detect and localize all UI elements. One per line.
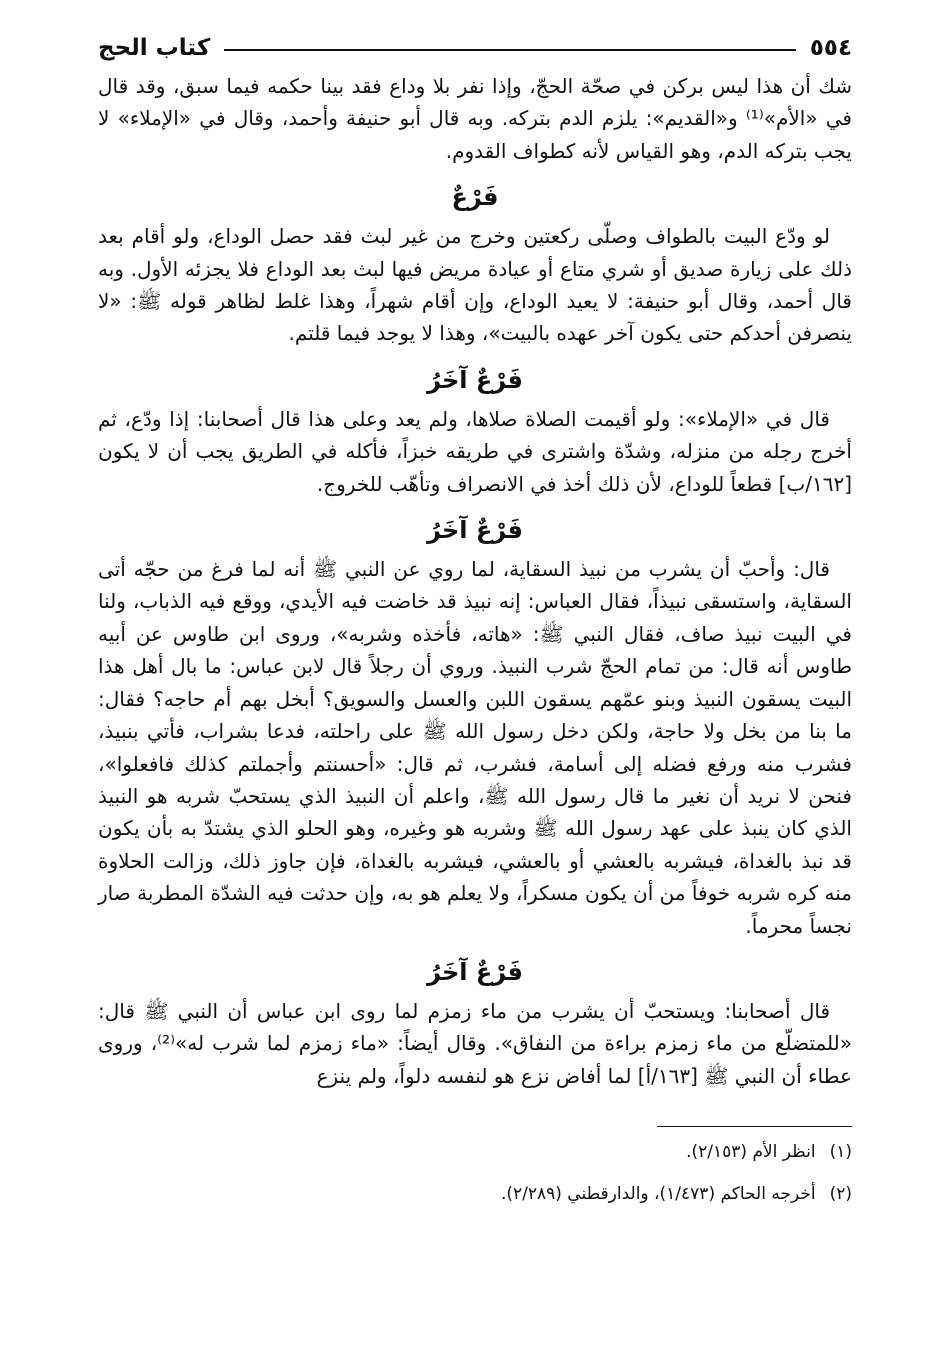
paragraph: شك أن هذا ليس بركن في صحّة الحجّ، وإذا نفر بلا وداع فقد بينا حكمه فيما سبق، وقد قال في «الأم»⁽¹⁾ و«القديم»: يلزم الدم بتركه. وبه قال أبو حنيفة وأحمد، وقال في «الإملاء» لا يجب بتركه الدم، وهو القياس لأنه كطواف القدوم.	[98, 74, 852, 163]
paragraph: لو ودّع البيت بالطواف وصلّى ركعتين وخرج من غير لبث فقد حصل الوداع، ولو أقام بعد ذلك على زيارة صديق أو شري متاع أو عيادة مريض فيها لبث بعد الوداع فلا يجزئه الأول. وبه قال أحمد، وقال أبو حنيفة: لا يعيد الوداع، وإن أقام شهراً، وهذا غلط لظاهر قوله ﷺ: «لا ينصرفن أحدكم حتى يكون آخر عهده بالبيت»، وهذا لا يوجد فيما قلتم.	[98, 224, 852, 346]
section-heading: فَرْعٌ آخَرُ	[427, 516, 523, 545]
section-heading: فَرْعٌ آخَرُ	[427, 957, 523, 986]
section-heading: فَرْعٌ آخَرُ	[427, 365, 523, 394]
paragraph: قال في «الإملاء»: ولو أقيمت الصلاة صلاها، ولم يعد وعلى هذا قال أصحابنا: إذا ودّع، ثم أخرج رجله من منزله، وشدّة واشترى في طريقه خبزاً، فأكله في الطريق يجب أن لا يكون [١٦٢/ب] قطعاً للوداع، لأن ذلك أخذ في الانصراف وتأهّب للخروج.	[98, 406, 852, 496]
footnote-rule	[657, 1126, 852, 1127]
section-heading: فَرْعٌ	[451, 183, 499, 212]
footnote-number: (١)	[829, 1142, 852, 1163]
footnote	[98, 1137, 852, 1167]
footnote	[98, 1179, 852, 1209]
footnote-text: انظر الأم (٢/١٥٣).	[686, 1142, 816, 1163]
running-header	[98, 28, 852, 68]
header-rule	[224, 49, 796, 51]
footnote-text: أخرجه الحاكم (١/٤٧٣)، والدارقطني (٢/٢٨٩).	[500, 1184, 816, 1205]
main-text	[98, 70, 852, 1092]
page-number: ٥٥٤	[809, 35, 852, 61]
footnote-number: (٢)	[829, 1184, 852, 1205]
paragraph: قال: وأحبّ أن يشرب من نبيذ السقاية، لما روي عن النبي ﷺ أنه لما فرغ من حجّه أتى السقاية، واستسقى نبيذاً، فقال العباس: إنه نبيذ قد خاضت فيه الأيدي، ووقع فيه الذباب، ولنا في البيت نبيذ صاف، فقال النبي ﷺ: «هاته، فأخذه وشربه»، وروى ابن طاوس عن أبيه طاوس أنه قال: من تمام الحجّ شرب النبيذ. وروي أن رجلاً قال لابن عباس: ما بال أهل هذا البيت يسقون النبيذ وبنو عمّهم يسقون اللبن والعسل والسويق؟ أبخل بهم أم حاجه؟ فقال: ما بنا من بخل ولا حاجة، ولكن دخل رسول الله ﷺ على راحلته، فدعا بشراب، فأتي بنبيذ، فشرب منه ورفع فضله إلى أسامة، فشرب، ثم قال: «أحسنتم وأجملتم كذلك فافعلوا»، فنحن لا نريد أن نغير ما قال رسول الله ﷺ، واعلم أن النبيذ الذي يستحبّ شربه هو النبيذ الذي كان ينبذ على عهد رسول الله ﷺ وشربه هو وغيره، وهو الحلو الذي يشتدّ به بأن يكون قد نبذ بالغداة، فيشربه بالعشي أو بالعشي، فيشربه بالغداة، فإن جاوز ذلك، وزالت الحلاوة منه كره شربه خوفاً من أن يكون مسكراً، ولا يعلم هو به، وإن حدثت فيه الشدّة المطربة صار نجساً محرماً.	[98, 557, 852, 938]
paragraph: قال أصحابنا: ويستحبّ أن يشرب من ماء زمزم لما روى ابن عباس أن النبي ﷺ قال: «للمتضلّع من ماء زمزم براءة من النفاق». وقال أيضاً: «ماء زمزم لما شرب له»⁽²⁾، وروى عطاء أن النبي ﷺ [١٦٣/أ] لما أفاض نزع هو لنفسه دلواً، ولم ينزع	[98, 998, 852, 1088]
book-title: كتاب الحج	[98, 35, 211, 61]
